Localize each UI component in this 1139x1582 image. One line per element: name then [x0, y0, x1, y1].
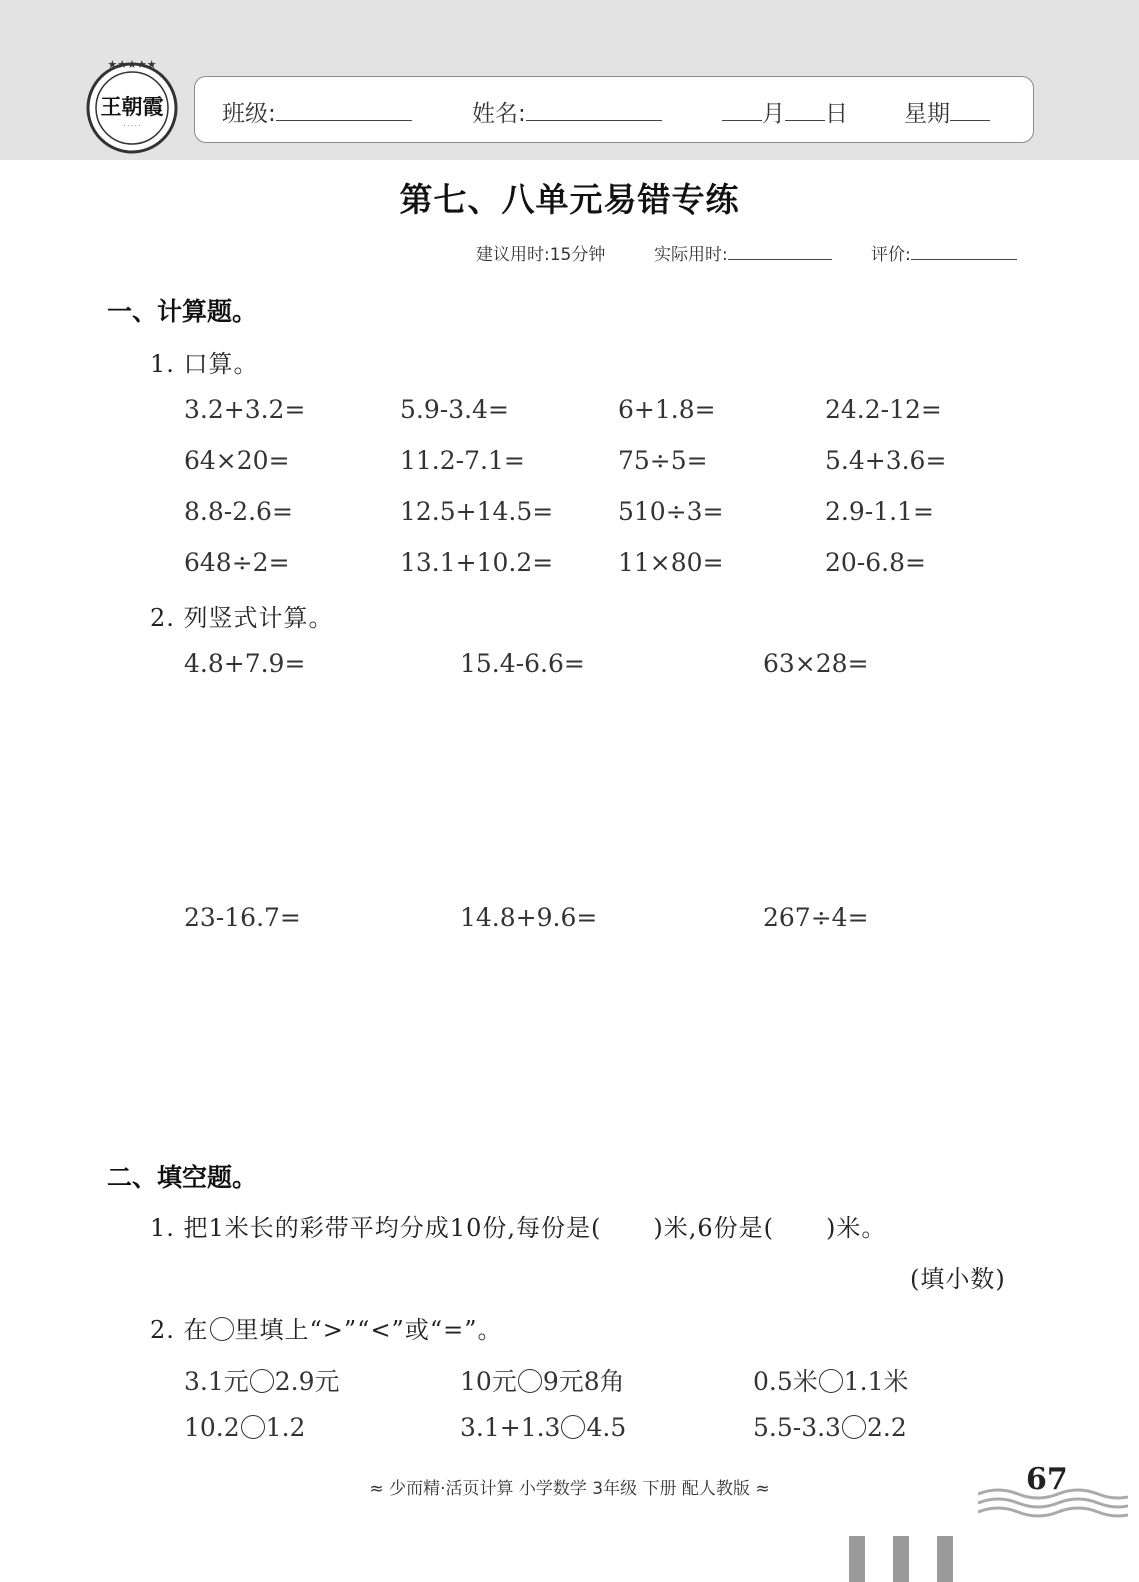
compare-circle[interactable] — [241, 1415, 265, 1439]
compare-right: 1.1米 — [843, 1367, 909, 1396]
compare-right: 1.2 — [265, 1413, 306, 1442]
vertical-item: 4.8+7.9= — [184, 649, 306, 678]
rating-blank[interactable] — [911, 244, 1017, 260]
page-title: 第七、八单元易错专练 — [399, 180, 740, 219]
rating-label: 评价: — [871, 245, 911, 265]
fill-question-2 — [150, 1310, 502, 1345]
footer — [0, 1474, 1139, 1499]
name-blank[interactable] — [526, 101, 662, 121]
compare-right: 2.9元 — [274, 1367, 340, 1396]
compare-circle[interactable] — [561, 1415, 585, 1439]
compare-right: 2.2 — [866, 1413, 907, 1442]
compare-circle[interactable] — [819, 1369, 843, 1393]
footer-series: 少而精·活页计算 小学数学 3年级 下册 配人教版 — [389, 1479, 750, 1499]
oral-item: 11.2-7.1= — [400, 446, 525, 475]
name-field — [472, 95, 662, 128]
month-blank[interactable] — [722, 101, 762, 121]
q1-text-b: )米,6份是( — [653, 1214, 774, 1242]
compare-left: 10.2 — [184, 1413, 240, 1442]
vertical-item: 267÷4= — [763, 903, 869, 932]
actual-time-blank[interactable] — [728, 244, 832, 260]
q2-text-a: 2. 在 — [150, 1316, 209, 1344]
vertical-calc-label: 2. 列竖式计算。 — [150, 604, 334, 632]
vertical-item: 15.4-6.6= — [460, 649, 585, 678]
compare-item — [460, 1413, 626, 1442]
compare-item — [184, 1413, 305, 1442]
oral-item: 64×20= — [184, 446, 290, 475]
oral-item: 6+1.8= — [618, 395, 716, 424]
oral-item: 13.1+10.2= — [400, 548, 554, 577]
suggested-time: 建议用时:15分钟 — [476, 245, 606, 265]
page-number: 67 — [1026, 1462, 1068, 1497]
oral-item: 2.9-1.1= — [825, 497, 934, 526]
publisher-logo — [84, 58, 180, 154]
svg-text:★★★★★: ★★★★★ — [107, 58, 157, 71]
page-edge-tab — [937, 1536, 953, 1582]
oral-calc-label: 1. 口算。 — [150, 350, 259, 378]
wave-left-icon: ≈ — [369, 1479, 390, 1499]
oral-item: 5.4+3.6= — [825, 446, 947, 475]
oral-item: 75÷5= — [618, 446, 708, 475]
compare-left: 3.1元 — [184, 1367, 249, 1396]
oral-item: 20-6.8= — [825, 548, 926, 577]
page-edge-tab — [849, 1536, 865, 1582]
q2-text-b: 里填上“>”“<”或“=”。 — [234, 1316, 503, 1344]
compare-circle[interactable] — [842, 1415, 866, 1439]
name-label: 姓名: — [472, 101, 526, 127]
vertical-item: 63×28= — [763, 649, 869, 678]
oral-item: 24.2-12= — [825, 395, 942, 424]
class-label: 班级: — [222, 101, 276, 127]
class-field — [222, 95, 412, 128]
section-heading-calc: 一、计算题。 — [107, 297, 258, 326]
oral-item: 510÷3= — [618, 497, 724, 526]
compare-left: 10元 — [460, 1367, 517, 1396]
oral-item: 648÷2= — [184, 548, 290, 577]
q1-note: (填小数) — [910, 1265, 1006, 1293]
fill-question-1 — [150, 1208, 886, 1243]
vertical-item: 23-16.7= — [184, 903, 301, 932]
oral-item: 3.2+3.2= — [184, 395, 306, 424]
circle-icon — [210, 1317, 234, 1341]
day-blank[interactable] — [785, 101, 825, 121]
weekday-blank[interactable] — [950, 101, 990, 121]
q1-text-a: 1. 把1米长的彩带平均分成10份,每份是( — [150, 1214, 602, 1242]
oral-item: 12.5+14.5= — [400, 497, 554, 526]
compare-right: 9元8角 — [542, 1367, 625, 1396]
actual-time-label: 实际用时: — [654, 245, 728, 265]
svg-text:· · · · ·: · · · · · — [123, 123, 141, 130]
month-label: 月 — [762, 101, 785, 127]
compare-left: 3.1+1.3 — [460, 1413, 561, 1442]
compare-circle[interactable] — [518, 1369, 542, 1393]
oral-item: 11×80= — [618, 548, 724, 577]
page-edge-tab — [893, 1536, 909, 1582]
compare-item — [753, 1362, 909, 1398]
oral-item: 5.9-3.4= — [400, 395, 509, 424]
rating-field — [871, 240, 1017, 265]
compare-item — [753, 1413, 907, 1442]
q1-text-c: )米。 — [825, 1214, 887, 1242]
compare-circle[interactable] — [250, 1369, 274, 1393]
day-label: 日 — [825, 101, 848, 127]
compare-right: 4.5 — [586, 1413, 627, 1442]
vertical-item: 14.8+9.6= — [460, 903, 598, 932]
section-heading-fill: 二、填空题。 — [107, 1163, 258, 1192]
class-blank[interactable] — [276, 101, 412, 121]
weekday-label: 星期 — [904, 101, 950, 127]
compare-left: 0.5米 — [753, 1367, 818, 1396]
wave-right-icon: ≈ — [749, 1479, 770, 1499]
actual-time-field — [654, 240, 832, 265]
compare-item — [184, 1362, 340, 1398]
oral-item: 8.8-2.6= — [184, 497, 293, 526]
weekday-field — [904, 95, 990, 128]
svg-text:王朝霞: 王朝霞 — [100, 95, 164, 119]
date-field — [722, 95, 848, 128]
compare-left: 5.5-3.3 — [753, 1413, 841, 1442]
compare-item — [460, 1362, 625, 1398]
